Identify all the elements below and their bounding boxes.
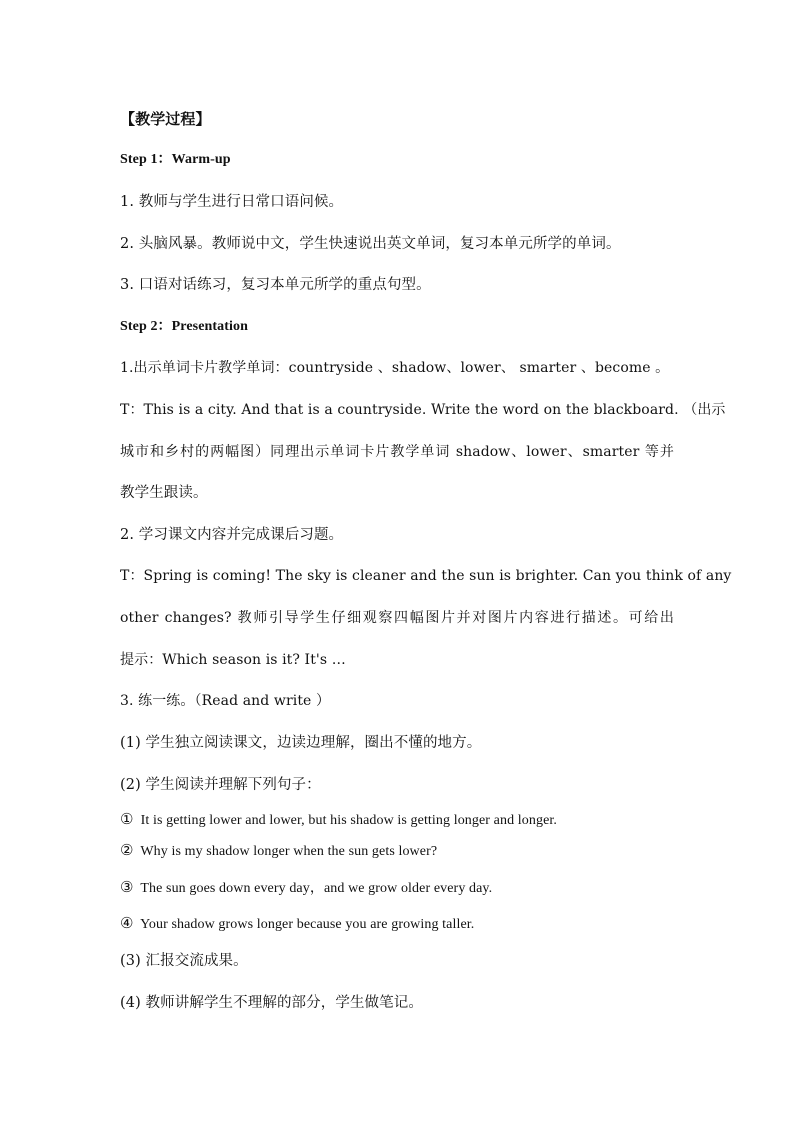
vocab-paragraph: 1.出示单词卡片教学单词：countryside 、shadow、lower、 smarter 、become 。 [120,360,670,376]
sentence-1 [120,811,557,830]
document-page [120,0,732,1123]
sentence-4-text: Your shadow grows longer because you are growing taller. [140,917,475,932]
sentence-3-text: The sun goes down every day，and we grow older every day. [140,881,493,896]
sentence-3 [120,879,492,898]
sub-item-2: (2) 学生阅读并理解下列句子： [120,777,321,793]
step1-item-2: 2. 头脑风暴。教师说中文，学生快速说出英文单词，复习本单元所学的单词。 [120,236,621,252]
sub-item-1: (1) 学生独立阅读课文，边读边理解，圈出不懂的地方。 [120,735,482,751]
circled-number-4: ④ [120,916,134,932]
circled-number-2: ② [120,843,134,859]
sentence-4 [120,915,474,934]
section-title: 【教学过程】 [120,110,211,128]
teacher-line-2: 城市和乡村的两幅图）同理出示单词卡片教学单词 shadow、lower、smarter 等并 [120,444,674,460]
step2-title: Step 2：Presentation [120,319,249,334]
sub-item-4: (4) 教师讲解学生不理解的部分，学生做笔记。 [120,995,423,1011]
step2-item-2: 2. 学习课文内容并完成课后习题。 [120,527,344,543]
step1-title: Step 1：Warm-up [120,152,231,167]
teacher-line-3: 教学生跟读。 [120,485,208,501]
sentence-2-text: Why is my shadow longer when the sun gets lower? [140,844,438,859]
teacher-line-1: T：This is a city. And that is a countryside. Write the word on the blackboard. （出示 [120,402,726,418]
teacher-spring-line-3: 提示：Which season is it? It's … [120,652,346,668]
step1-item-3: 3. 口语对话练习，复习本单元所学的重点句型。 [120,277,431,293]
circled-number-3: ③ [120,880,134,896]
teacher-spring-line-2: other changes? 教师引导学生仔细观察四幅图片并对图片内容进行描述。可给出 [120,610,674,626]
step2-item-3: 3. 练一练。（Read and write ） [120,693,331,709]
teacher-spring-line-1: T：Spring is coming! The sky is cleaner and the sun is brighter. Can you think of any [120,568,732,584]
step1-item-1: 1. 教师与学生进行日常口语问候。 [120,194,344,210]
sentence-1-text: It is getting lower and lower, but his shadow is getting longer and longer. [140,813,557,828]
sub-item-3: (3) 汇报交流成果。 [120,953,248,969]
sentence-2 [120,842,437,861]
circled-number-1: ① [120,812,134,828]
